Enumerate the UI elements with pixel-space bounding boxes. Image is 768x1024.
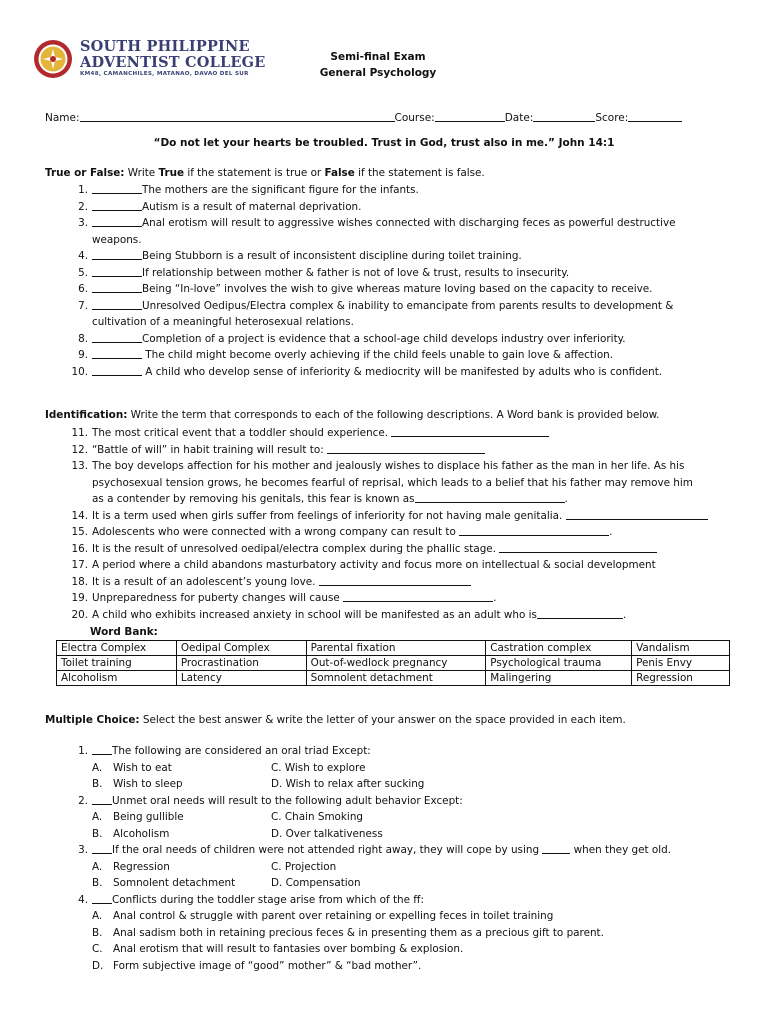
- exam-title-block: [290, 49, 466, 81]
- answer-blank[interactable]: [327, 442, 485, 454]
- course-label: Course:: [394, 112, 435, 124]
- answer-blank[interactable]: [343, 590, 493, 602]
- instr-part: if the statement is false.: [354, 167, 485, 179]
- option-letter: B.: [92, 827, 103, 840]
- id-item: [70, 442, 710, 459]
- instr-part: Write: [124, 167, 159, 179]
- name-field[interactable]: [80, 111, 395, 122]
- word-bank-cell: Somnolent detachment: [306, 671, 486, 686]
- school-address: KM48, CAMANCHILES, MATANAO, DAVAO DEL SUR: [80, 71, 249, 77]
- answer-blank[interactable]: [92, 347, 142, 359]
- word-bank-cell: Penis Envy: [632, 656, 730, 671]
- option-letter: B.: [92, 778, 103, 790]
- question-number: 1.: [78, 745, 88, 757]
- true-false-heading: True or False:: [45, 167, 125, 179]
- item-text-cont: psychosexual tension grows, he becomes fearful of reprisal, which leads to a belief that his father may remove him: [92, 476, 693, 489]
- question-text: If the oral needs of children were not attended right away, they will cope by using: [112, 844, 543, 856]
- item-text: A child who exhibits increased anxiety in school will be manifested as an adult who is: [92, 608, 537, 621]
- option-text: Alcoholism: [113, 827, 170, 840]
- answer-blank[interactable]: [537, 607, 623, 619]
- answer-blank[interactable]: [92, 331, 142, 343]
- item-number: 19.: [71, 592, 88, 604]
- option-text: Anal control & struggle with parent over retaining or expelling feces in toilet training: [113, 910, 554, 922]
- option-letter: A.: [92, 860, 103, 873]
- item-text: The child might become overly achieving if the child feels unable to gain love & affection.: [142, 349, 614, 361]
- word-bank-cell: Electra Complex: [57, 641, 177, 656]
- mc-question: [92, 842, 671, 859]
- word-bank-cell: Parental fixation: [306, 641, 486, 656]
- instr-false: False: [324, 167, 355, 179]
- item-text: Anal erotism will result to aggressive wishes connected with discharging feces as powerful destructive: [142, 217, 676, 229]
- option-text: D. Wish to relax after sucking: [271, 778, 425, 790]
- question-number: 2.: [78, 794, 88, 807]
- item-number: 2.: [78, 200, 88, 213]
- item-number: 16.: [71, 542, 88, 555]
- answer-blank[interactable]: [459, 524, 609, 536]
- date-label: Date:: [504, 112, 534, 124]
- tf-item: [70, 298, 710, 331]
- instr-part: if the statement is true or: [184, 167, 325, 179]
- multiple-choice-instructions: [45, 714, 626, 726]
- score-field[interactable]: [628, 111, 682, 122]
- option-letter: C.: [92, 943, 103, 955]
- option-text: C. Chain Smoking: [271, 811, 364, 823]
- item-text: A period where a child abandons masturbatory activity and focus more on intellectual & social development: [92, 559, 656, 571]
- answer-blank[interactable]: [92, 298, 142, 310]
- answer-blank[interactable]: [92, 265, 142, 277]
- option-text: Anal erotism that will result to fantasies over bombing & explosion.: [113, 943, 464, 955]
- item-number: 8.: [78, 332, 88, 345]
- mc-question: [92, 892, 424, 909]
- id-item: [70, 524, 710, 541]
- tf-item: [70, 364, 710, 381]
- tf-item: [70, 331, 710, 348]
- tf-item: [70, 199, 710, 216]
- school-name: [80, 40, 265, 78]
- id-item: [70, 458, 710, 508]
- answer-blank[interactable]: [415, 491, 565, 503]
- item-text: The mothers are the significant figure for the infants.: [142, 184, 419, 196]
- answer-blank[interactable]: [92, 215, 142, 227]
- multiple-choice-heading: Multiple Choice:: [45, 714, 140, 726]
- answer-blank[interactable]: [566, 508, 708, 520]
- option-text: Regression: [113, 860, 170, 873]
- answer-blank[interactable]: [319, 574, 471, 586]
- option-text: Somnolent detachment: [113, 877, 236, 889]
- word-bank-cell: Toilet training: [57, 656, 177, 671]
- option-text: C. Projection: [271, 860, 337, 873]
- mc-question: [92, 743, 371, 760]
- item-text-cont: cultivation of a meaningful heterosexual relations.: [92, 316, 354, 328]
- tf-item: [70, 265, 710, 282]
- question-text: The following are considered an oral triad Except:: [112, 745, 371, 757]
- question-text: Conflicts during the toddler stage arise from which of the ff:: [112, 893, 424, 906]
- option-letter: A.: [92, 761, 103, 774]
- item-text-end: .: [564, 493, 568, 505]
- mc-question: [92, 793, 463, 810]
- answer-blank[interactable]: [92, 281, 142, 293]
- identification-instructions: [45, 409, 659, 421]
- item-number: 14.: [71, 509, 88, 522]
- answer-blank[interactable]: [92, 364, 142, 376]
- answer-blank[interactable]: [92, 182, 142, 194]
- score-label: Score:: [595, 112, 629, 124]
- item-text: The boy develops affection for his mother and jealously wishes to displace his father as the man in her life. As his: [92, 460, 685, 472]
- college-seal-icon: [33, 39, 73, 79]
- option-text: Form subjective image of “good” mother” & “bad mother”.: [113, 959, 422, 972]
- question-number: 3.: [78, 844, 88, 856]
- bible-quote: “Do not let your hearts be troubled. Trust in God, trust also in me.” John 14:1: [153, 137, 615, 149]
- item-number: 1.: [78, 184, 88, 196]
- school-name-line2: ADVENTIST COLLEGE: [80, 53, 266, 71]
- question-text: Unmet oral needs will result to the following adult behavior Except:: [112, 794, 463, 807]
- answer-blank[interactable]: [92, 842, 112, 854]
- id-item: [70, 508, 710, 525]
- item-number: 18.: [71, 575, 88, 588]
- answer-blank[interactable]: [92, 248, 142, 260]
- item-number: 17.: [71, 559, 88, 571]
- option-letter: A.: [92, 910, 103, 922]
- exam-subject: General Psychology: [319, 67, 437, 79]
- item-text: If relationship between mother & father is not of love & trust, results to insecurity.: [142, 266, 570, 279]
- option-text: Anal sadism both in retaining precious feces & in presenting them as a precious gift to parent.: [113, 926, 604, 939]
- item-number: 15.: [71, 526, 88, 538]
- item-number: 9.: [78, 349, 88, 361]
- item-text: It is the result of unresolved oedipal/electra complex during the phallic stage.: [92, 542, 500, 555]
- option-text: C. Wish to explore: [271, 761, 366, 774]
- item-text: Being “In-love” involves the wish to give whereas mature loving based on the capacity to receive.: [142, 283, 653, 295]
- identification-heading: Identification:: [45, 409, 128, 421]
- question-text-end: when they get old.: [570, 844, 672, 856]
- option-letter: B.: [92, 877, 103, 889]
- id-item: [70, 590, 710, 607]
- item-number: 5.: [78, 266, 88, 279]
- item-number: 12.: [71, 443, 88, 456]
- option-letter: B.: [92, 926, 103, 939]
- answer-blank[interactable]: [92, 199, 142, 211]
- item-number: 6.: [78, 283, 88, 295]
- item-text: A child who develop sense of inferiority & mediocrity will be manifested by adults who is confident.: [142, 365, 663, 378]
- id-item: [70, 425, 710, 442]
- item-text: It is a result of an adolescent’s young love.: [92, 575, 319, 588]
- answer-blank[interactable]: [499, 541, 657, 553]
- item-number: 4.: [78, 250, 88, 262]
- item-text: Adolescents who were connected with a wrong company can result to: [92, 526, 460, 538]
- option-letter: A.: [92, 811, 103, 823]
- question-number: 4.: [78, 893, 88, 906]
- word-bank-cell: Malingering: [486, 671, 632, 686]
- tf-item: [70, 215, 710, 248]
- item-number: 20.: [71, 608, 88, 621]
- option-letter: D.: [92, 959, 104, 972]
- table-row: [57, 671, 730, 686]
- item-number: 7.: [78, 299, 88, 312]
- option-text: Wish to sleep: [113, 778, 183, 790]
- item-number: 13.: [71, 460, 88, 472]
- school-name-line1: SOUTH PHILIPPINE: [80, 38, 250, 55]
- instr-part: Select the best answer & write the letter of your answer on the space provided in each item.: [139, 714, 626, 726]
- option-text: Wish to eat: [113, 761, 172, 774]
- exam-title: Semi-final Exam: [330, 51, 426, 63]
- option-text: D. Over talkativeness: [271, 827, 383, 840]
- item-text: It is a term used when girls suffer from feelings of inferiority for not having male genitalia.: [92, 509, 566, 522]
- word-bank-cell: Regression: [632, 671, 730, 686]
- item-text-cont: as a contender by removing his genitals, this fear is known as: [92, 493, 415, 505]
- true-false-instructions: [45, 167, 485, 179]
- id-item: [70, 557, 710, 574]
- item-text: “Battle of will” in habit training will result to:: [92, 443, 327, 456]
- word-bank-cell: Latency: [176, 671, 306, 686]
- item-text-end: .: [609, 526, 613, 538]
- word-bank-cell: Alcoholism: [57, 671, 177, 686]
- id-item: [70, 541, 710, 558]
- word-bank-cell: Out-of-wedlock pregnancy: [306, 656, 486, 671]
- word-bank-table: [56, 640, 730, 686]
- date-field[interactable]: [533, 111, 595, 122]
- item-number: 3.: [78, 217, 88, 229]
- instr-part: Write the term that corresponds to each of the following descriptions. A Word bank is provided below.: [127, 409, 660, 421]
- item-text: Unpreparedness for puberty changes will cause: [92, 592, 344, 604]
- name-label: Name:: [45, 112, 80, 124]
- answer-blank[interactable]: [391, 425, 549, 437]
- option-text: Being gullible: [113, 811, 184, 823]
- instr-true: True: [158, 167, 185, 179]
- table-row: [57, 656, 730, 671]
- word-bank-cell: Vandalism: [632, 641, 730, 656]
- item-text-end: .: [622, 608, 627, 621]
- word-bank-cell: Oedipal Complex: [176, 641, 306, 656]
- item-text: Completion of a project is evidence that a school-age child develops industry over inferiority.: [142, 332, 626, 345]
- item-number: 10.: [71, 365, 88, 378]
- tf-item: [70, 347, 710, 364]
- item-text: The most critical event that a toddler should experience.: [92, 427, 392, 439]
- item-number: 11.: [71, 427, 88, 439]
- item-text-cont: weapons.: [92, 233, 142, 246]
- tf-item: [70, 248, 710, 265]
- course-field[interactable]: [435, 111, 505, 122]
- item-text: Being Stubborn is a result of inconsistent discipline during toilet training.: [142, 250, 522, 262]
- item-text: Unresolved Oedipus/Electra complex & inability to emancipate from parents results to development &: [142, 299, 674, 312]
- word-bank-cell: Psychological trauma: [486, 656, 632, 671]
- student-info-line: [45, 111, 705, 124]
- answer-blank[interactable]: [92, 892, 112, 904]
- tf-item: [70, 281, 710, 298]
- answer-blank[interactable]: [92, 743, 112, 755]
- id-item: [70, 574, 710, 591]
- word-bank-cell: Castration complex: [486, 641, 632, 656]
- item-text: Autism is a result of maternal deprivation.: [142, 200, 362, 213]
- table-row: [57, 641, 730, 656]
- item-text-end: .: [493, 592, 497, 604]
- option-text: D. Compensation: [271, 877, 361, 889]
- id-item: [70, 607, 710, 624]
- answer-blank[interactable]: [92, 793, 112, 805]
- word-bank-title: Word Bank:: [90, 626, 158, 638]
- answer-blank[interactable]: [542, 842, 570, 854]
- tf-item: [70, 182, 710, 199]
- word-bank-cell: Procrastination: [176, 656, 306, 671]
